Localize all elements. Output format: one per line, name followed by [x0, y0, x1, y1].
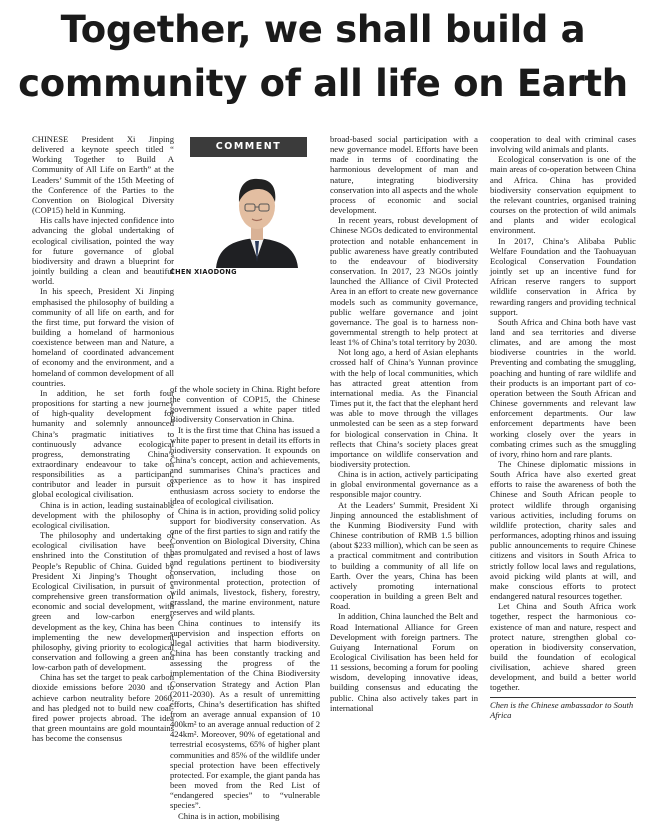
paragraph: Ecological conservation is one of the main areas of co-operation between China and Africa. China has provided biodiversity conservation equipment to the relevant countries, organised training courses on the protection of wild animals and plants and wider ecological environment. — [490, 154, 636, 236]
paragraph: It is the first time that China has issued a white paper to present in detail its efforts in biodiversity conservation. It expounds on China’s concept, action and achievements, and summarises China’s practices and experience as to how it has inspired enthusiasm across society to endorse the idea of ecological civilisation. — [170, 424, 320, 506]
paragraph: China is in action, mobilising — [178, 810, 280, 821]
paragraph: of the whole society in China. Right before the convention of COP15, the Chinese government issued a white paper titled Biodiversity Conservation in China. — [170, 384, 320, 425]
paragraph: China is in action, providing solid policy support for biodiversity conservation. As one of the first parties to sign and ratify the Convention on Biological Diversity, China has promulgated and revised a host of laws and regulations pertinent to biodiversity conservation, including those on environmental protection, protection of wild animals, livestock, fishery, forestry, grassland, the marine environment, nature reserves and wild plants. — [170, 505, 320, 618]
footnote-divider — [490, 697, 636, 698]
author-byline: CHEN XIAODONG — [170, 268, 237, 276]
paragraph: At the Leaders’ Summit, President Xi Jinping announced the establishment of the Kunming Biodiversity Fund with Chinese contribution of RMB 1.5 billion (about $233 million), which can be seen as a practical commitment and contribution to building a community of all life on Earth. Over the years, China has been actively promoting international cooperation in building a green Belt and Road. — [330, 499, 478, 612]
author-portrait — [212, 166, 302, 268]
headline-line-2: community of all life on Earth — [18, 62, 628, 105]
article-column-2 — [170, 384, 320, 821]
paragraph: Let China and South Africa work together, respect the harmonious co-existence of man and nature, respect and protect nature, strengthen global co-operation in biodiversity conservation, build the foundation of ecological civilisation, achieve shared green development, and build a better world together. — [490, 601, 636, 693]
author-portrait-image — [212, 166, 302, 268]
author-footnote: Chen is the Chinese ambassador to South Africa — [490, 700, 634, 721]
headline-line-1: Together, we shall build a — [60, 8, 586, 51]
paragraph: In addition, China launched the Belt and Road International Alliance for Green Development with foreign partners. The Guiyang International Forum on Ecological Civilisation has been held for 11 sessions, becoming a forum for pooling wisdom, developing innovative ideas, building consensus and educating the public. China also actively takes part in international — [330, 611, 478, 713]
paragraph: broad-based social participation with a new governance model. Efforts have been made in terms of coordinating the harmonious development of man and nature, integrating biodiversity conservation into all aspects and the whole process of economic and social development. — [330, 134, 478, 216]
paragraph: The philosophy and undertaking of ecological civilisation have been enshrined into the Constitution of the People’s Republic of China. Guided by President Xi Jinping’s Thought on Ecological Civilisation, in pursuit of a comprehensive green transformation of economic and social development, with green and low-carbon energy development as the key, China has been implementing the new development philosophy, giving priority to ecological conservation and following a green and low-carbon path of development. — [32, 530, 174, 673]
paragraph: China is in action, actively participating in global environmental governance as a responsible major country. — [330, 469, 478, 500]
paragraph: In 2017, China’s Alibaba Public Welfare Foundation and the Taohuayuan Ecological Conservation Foundation jointly set up an incentive fund for African reserve rangers to support wildlife conservation in Africa by rewarding rangers and providing technical support. — [490, 235, 636, 317]
paragraph: China is in action, leading sustainable development with the philosophy of ecological civilisation. — [32, 499, 174, 530]
paragraph: cooperation to deal with criminal cases involving wild animals and plants. — [490, 134, 636, 155]
article-column-4 — [490, 134, 636, 693]
paragraph: CHINESE President Xi Jinping delivered a keynote speech titled “ Working Together to Build A Community of All Life on Earth” at the Leaders’ Summit of the 15th Meeting of the Conference of the Parties to the Convention on Biological Diversity (COP15) held in Kunming. — [32, 134, 174, 216]
article-column-1 — [32, 134, 174, 743]
paragraph: In recent years, robust development of Chinese NGOs dedicated to environmental protection and notable enhancement in public awareness have greatly contributed to the endeavour of biodiversity conservation. In 2017, 23 NGOs jointly launched the Alliance of Civil Protected Area in an effort to create new governance models such as community governance, public welfare governance and joint governance. The goal is to harness non-governmental strength to help protect at least 1% of China’s total territory by 2030. — [330, 215, 478, 348]
article-column-3 — [330, 134, 478, 713]
paragraph: Not long ago, a herd of Asian elephants crossed half of China’s Yunnan province with the help of local communities, which has attracted great attention from international media. As the Financial Times put it, the fact that the elephant herd was able to move through the villages unmolested can be seen as a step forward for biological conservation in China. It reflects that China’s society places great importance on wildlife conservation and biodiversity protection. — [330, 347, 478, 469]
paragraph: The Chinese diplomatic missions in South Africa have also exerted great efforts to raise the awareness of both the Chinese and South African people to protect wildlife through organising various activities, including forums on wildlife protection, charity sales and performances, adopting rhinos and issuing public announcements to require Chinese citizens and visitors in South Africa to strictly follow local laws and regulations, avoid picking wild plants at will, and make conscious efforts to protect endangered natural resources together. — [490, 459, 636, 602]
paragraph: His calls have injected confidence into advancing the global undertaking of ecological civilisation, pointed the way for future governance of global biodiversity and drawn a blueprint for jointly building a clean and beautiful world. — [32, 215, 174, 287]
paragraph: In addition, he set forth four propositions for starting a new journey of high-quality development for humanity and solemnly announced China’s pragmatic initiatives to continuously advance ecological progress, demonstrating China’s extraordinary endeavour to take on responsibilities as a participant, contributor and leader in pursuit of global ecological civilisation. — [32, 387, 174, 500]
paragraph: In his speech, President Xi Jinping emphasised the philosophy of building a community of all life on earth, and for the first time, put forward the vision of building a homeland of harmonious coexistence between man and Nature, a homeland of coordinated advancement of economy and the environment, and a homeland of common development of all countries. — [32, 286, 174, 388]
section-label: COMMENT — [190, 137, 307, 157]
paragraph: South Africa and China both have vast land and sea territories and diverse climates, and are among the most biodiverse countries in the world. Preventing and combating the smuggling, poaching and hunting of rare wildlife and their products is an important part of co-operation between the South African and Chinese governments and relevant law enforcement departments. Our law enforcement departments have been working closely over the years in combating crimes such as the smuggling of ivory, rhino horn and rare plants. — [490, 316, 636, 459]
paragraph: China has set the target to peak carbon dioxide emissions before 2030 and to achieve carbon neutrality before 2060, and has pledged not to build new coal-fired power projects abroad. The idea that green mountains are gold mountains has become the consensus — [32, 672, 174, 744]
paragraph: China continues to intensify its supervision and inspection efforts on illegal activities that harm biodiversity. China has been constantly tracking and assessing the progress of the implementation of the China Biodiversity Conservation Strategy and Action Plan (2011-2030). As a result of unremitting efforts, China’s desertification has shifted from an average annual expansion of 10 400km² to an average annual reduction of 2 424km². Moreover, 90% of egetational and terrestrial ecosystems, 65% of higher plant communities and 85% of the wildlife under special protection have been effectively protected. For example, the giant panda has been moved from the Red List of “endangered species” to “vulnerable species”. — [170, 617, 320, 811]
